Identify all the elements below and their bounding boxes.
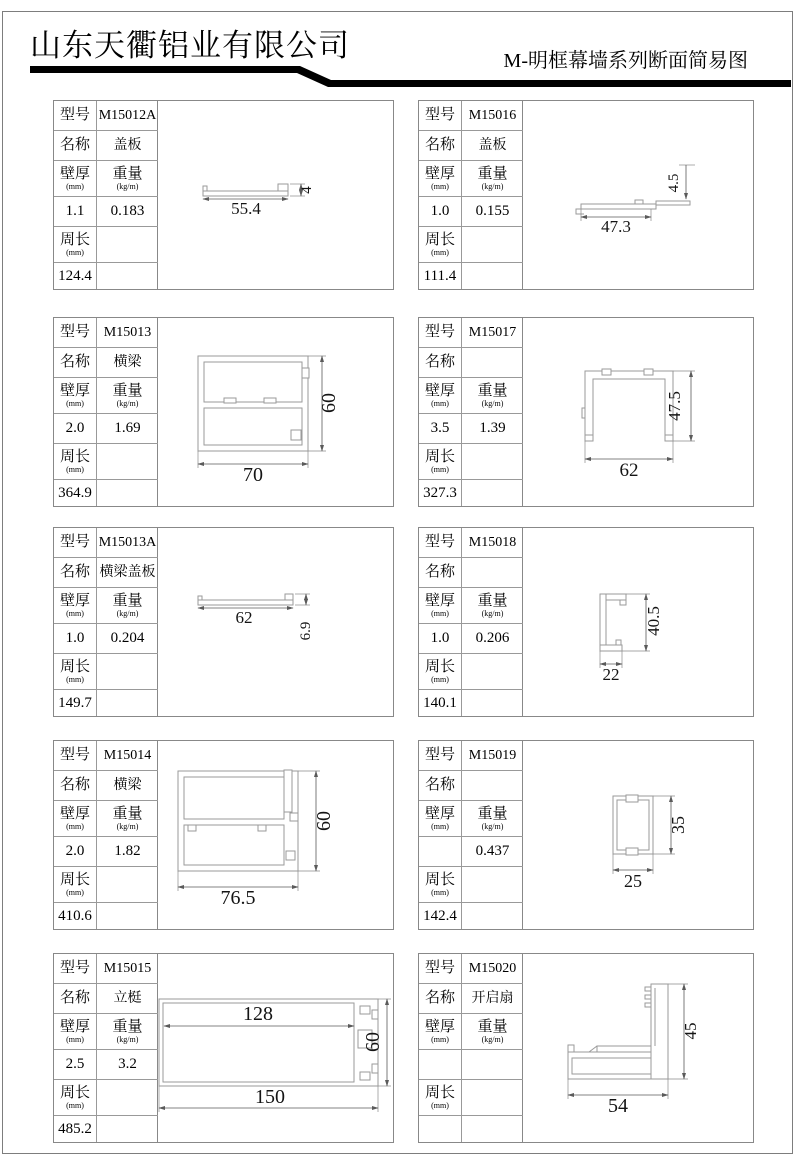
profile-card-m15017 bbox=[418, 317, 754, 507]
perimeter-label: 周长 (mm) bbox=[54, 227, 97, 263]
weight-label: 重量 (kg/m) bbox=[462, 588, 523, 624]
thickness-label: 壁厚 (mm) bbox=[54, 161, 97, 197]
dim-width-label: 70 bbox=[243, 464, 263, 486]
weight-label: 重量 (kg/m) bbox=[462, 1014, 523, 1050]
model-label: 型号 bbox=[54, 741, 97, 771]
thickness-label: 壁厚 (mm) bbox=[419, 378, 462, 414]
name-label: 名称 bbox=[54, 558, 97, 588]
model-value: M15014 bbox=[97, 741, 158, 771]
cross-section-drawing bbox=[158, 741, 393, 929]
name-label: 名称 bbox=[419, 131, 462, 161]
dim-width-label: 62 bbox=[619, 460, 639, 481]
weight-label: 重量 (kg/m) bbox=[462, 801, 523, 837]
empty-cell bbox=[462, 263, 523, 289]
empty-cell bbox=[462, 654, 523, 690]
perimeter-value: 327.3 bbox=[419, 480, 462, 506]
empty-cell bbox=[462, 1116, 523, 1142]
model-value: M15020 bbox=[462, 954, 523, 984]
weight-value: 3.2 bbox=[97, 1050, 158, 1080]
spec-table bbox=[419, 741, 523, 929]
perimeter-label: 周长 (mm) bbox=[419, 227, 462, 263]
dim-width-label: 25 bbox=[624, 871, 642, 891]
perimeter-label: 周长 (mm) bbox=[419, 654, 462, 690]
perimeter-value: 485.2 bbox=[54, 1116, 97, 1142]
perimeter-value: 140.1 bbox=[419, 690, 462, 716]
weight-value: 0.155 bbox=[462, 197, 523, 227]
weight-value: 1.69 bbox=[97, 414, 158, 444]
weight-label: 重量 (kg/m) bbox=[97, 1014, 158, 1050]
perimeter-value: 410.6 bbox=[54, 903, 97, 929]
empty-cell bbox=[462, 1080, 523, 1116]
empty-cell bbox=[97, 480, 158, 506]
name-label: 名称 bbox=[419, 558, 462, 588]
profile-card-m15015 bbox=[53, 953, 394, 1143]
thickness-value: 2.0 bbox=[54, 414, 97, 444]
weight-label: 重量 (kg/m) bbox=[462, 161, 523, 197]
thickness-value bbox=[419, 837, 462, 867]
weight-value: 1.39 bbox=[462, 414, 523, 444]
weight-label: 重量 (kg/m) bbox=[462, 378, 523, 414]
dim-height-label: 60 bbox=[318, 393, 340, 413]
empty-cell bbox=[462, 480, 523, 506]
dim-height-label: 60 bbox=[362, 1032, 384, 1052]
profile-card-m15018 bbox=[418, 527, 754, 717]
cross-section-drawing bbox=[158, 101, 393, 289]
empty-cell bbox=[462, 227, 523, 263]
empty-cell bbox=[97, 227, 158, 263]
spec-table bbox=[419, 954, 523, 1142]
spec-table bbox=[419, 318, 523, 506]
spec-table bbox=[54, 101, 158, 289]
perimeter-label: 周长 (mm) bbox=[419, 867, 462, 903]
weight-label: 重量 (kg/m) bbox=[97, 161, 158, 197]
thickness-label: 壁厚 (mm) bbox=[419, 801, 462, 837]
empty-cell bbox=[462, 444, 523, 480]
cross-section-drawing bbox=[158, 528, 393, 716]
dim-height-label: 47.5 bbox=[665, 391, 684, 421]
dim-height-label: 40.5 bbox=[644, 606, 663, 636]
name-label: 名称 bbox=[419, 984, 462, 1014]
dim-height-label: 4 bbox=[299, 186, 315, 194]
dim-inner-label: 128 bbox=[243, 1003, 273, 1025]
model-value: M15016 bbox=[462, 101, 523, 131]
company-title: 山东天衢铝业有限公司 bbox=[30, 28, 350, 63]
name-label: 名称 bbox=[419, 771, 462, 801]
model-label: 型号 bbox=[54, 101, 97, 131]
model-value: M15013A bbox=[97, 528, 158, 558]
weight-value: 1.82 bbox=[97, 837, 158, 867]
perimeter-label: 周长 (mm) bbox=[54, 654, 97, 690]
empty-cell bbox=[97, 1080, 158, 1116]
spec-table bbox=[54, 954, 158, 1142]
thickness-value: 2.0 bbox=[54, 837, 97, 867]
profile-card-m15013a bbox=[53, 527, 394, 717]
name-label: 名称 bbox=[54, 131, 97, 161]
weight-value bbox=[462, 1050, 523, 1080]
empty-cell bbox=[97, 1116, 158, 1142]
thickness-value: 1.1 bbox=[54, 197, 97, 227]
thickness-value: 1.0 bbox=[419, 624, 462, 654]
model-label: 型号 bbox=[54, 318, 97, 348]
series-subtitle: M-明框幕墙系列断面简易图 bbox=[503, 50, 748, 72]
thickness-value bbox=[419, 1050, 462, 1080]
empty-cell bbox=[97, 903, 158, 929]
cross-section-drawing bbox=[523, 101, 753, 289]
name-label: 名称 bbox=[54, 348, 97, 378]
thickness-label: 壁厚 (mm) bbox=[419, 1014, 462, 1050]
name-label: 名称 bbox=[54, 771, 97, 801]
thickness-value: 2.5 bbox=[54, 1050, 97, 1080]
name-label: 名称 bbox=[419, 348, 462, 378]
spec-table bbox=[54, 528, 158, 716]
name-label: 名称 bbox=[54, 984, 97, 1014]
dim-width-label: 55.4 bbox=[231, 199, 261, 218]
spec-table bbox=[419, 101, 523, 289]
weight-value: 0.206 bbox=[462, 624, 523, 654]
perimeter-value: 142.4 bbox=[419, 903, 462, 929]
model-value: M15017 bbox=[462, 318, 523, 348]
empty-cell bbox=[97, 263, 158, 289]
weight-label: 重量 (kg/m) bbox=[97, 588, 158, 624]
name-value bbox=[462, 558, 523, 588]
empty-cell bbox=[462, 867, 523, 903]
perimeter-label: 周长 (mm) bbox=[54, 1080, 97, 1116]
model-label: 型号 bbox=[419, 101, 462, 131]
name-value bbox=[462, 348, 523, 378]
weight-label: 重量 (kg/m) bbox=[97, 801, 158, 837]
name-value: 横梁 bbox=[97, 771, 158, 801]
weight-value: 0.204 bbox=[97, 624, 158, 654]
dim-height-label: 6.9 bbox=[298, 621, 314, 641]
profile-card-m15012a bbox=[53, 100, 394, 290]
perimeter-value: 364.9 bbox=[54, 480, 97, 506]
profile-card-m15014 bbox=[53, 740, 394, 930]
spec-table bbox=[419, 528, 523, 716]
model-label: 型号 bbox=[419, 741, 462, 771]
model-value: M15012A bbox=[97, 101, 158, 131]
weight-value: 0.437 bbox=[462, 837, 523, 867]
profile-card-m15019 bbox=[418, 740, 754, 930]
dim-width-label: 62 bbox=[235, 608, 253, 627]
thickness-value: 1.0 bbox=[54, 624, 97, 654]
cross-section-drawing bbox=[523, 528, 753, 716]
model-label: 型号 bbox=[419, 954, 462, 984]
empty-cell bbox=[97, 444, 158, 480]
cross-section-drawing bbox=[523, 318, 753, 506]
name-value: 横梁盖板 bbox=[97, 558, 158, 588]
dim-width-label: 47.3 bbox=[601, 217, 631, 236]
model-label: 型号 bbox=[419, 528, 462, 558]
dim-height-label: 45 bbox=[681, 1022, 700, 1040]
thickness-label: 壁厚 (mm) bbox=[54, 378, 97, 414]
thickness-label: 壁厚 (mm) bbox=[419, 588, 462, 624]
profile-card-m15013 bbox=[53, 317, 394, 507]
empty-cell bbox=[462, 903, 523, 929]
model-label: 型号 bbox=[54, 528, 97, 558]
model-label: 型号 bbox=[419, 318, 462, 348]
thickness-value: 3.5 bbox=[419, 414, 462, 444]
perimeter-label: 周长 (mm) bbox=[419, 1080, 462, 1116]
header-divider-bar bbox=[0, 0, 800, 100]
model-value: M15019 bbox=[462, 741, 523, 771]
dim-height-label: 4.5 bbox=[666, 173, 682, 193]
thickness-label: 壁厚 (mm) bbox=[54, 1014, 97, 1050]
empty-cell bbox=[97, 867, 158, 903]
dim-height-label: 35 bbox=[668, 816, 688, 834]
perimeter-value: 149.7 bbox=[54, 690, 97, 716]
perimeter-label: 周长 (mm) bbox=[54, 867, 97, 903]
profile-card-m15020 bbox=[418, 953, 754, 1143]
dim-width-label: 22 bbox=[602, 665, 620, 684]
profile-card-m15016 bbox=[418, 100, 754, 290]
empty-cell bbox=[462, 690, 523, 716]
name-value: 开启扇 bbox=[462, 984, 523, 1014]
thickness-label: 壁厚 (mm) bbox=[419, 161, 462, 197]
model-value: M15015 bbox=[97, 954, 158, 984]
weight-label: 重量 (kg/m) bbox=[97, 378, 158, 414]
model-value: M15018 bbox=[462, 528, 523, 558]
model-value: M15013 bbox=[97, 318, 158, 348]
dim-width-label: 150 bbox=[255, 1086, 285, 1108]
empty-cell bbox=[97, 690, 158, 716]
perimeter-label: 周长 (mm) bbox=[419, 444, 462, 480]
weight-value: 0.183 bbox=[97, 197, 158, 227]
cross-section-drawing bbox=[158, 318, 393, 506]
spec-table bbox=[54, 318, 158, 506]
thickness-value: 1.0 bbox=[419, 197, 462, 227]
perimeter-label: 周长 (mm) bbox=[54, 444, 97, 480]
empty-cell bbox=[97, 654, 158, 690]
model-label: 型号 bbox=[54, 954, 97, 984]
perimeter-value bbox=[419, 1116, 462, 1142]
name-value: 盖板 bbox=[97, 131, 158, 161]
dim-height-label: 60 bbox=[313, 811, 335, 831]
dim-width-label: 54 bbox=[608, 1095, 628, 1117]
cross-section-drawing bbox=[158, 954, 393, 1142]
thickness-label: 壁厚 (mm) bbox=[54, 801, 97, 837]
name-value bbox=[462, 771, 523, 801]
spec-table bbox=[54, 741, 158, 929]
cross-section-drawing bbox=[523, 741, 753, 929]
name-value: 横梁 bbox=[97, 348, 158, 378]
dim-width-label: 76.5 bbox=[220, 887, 256, 909]
name-value: 立梃 bbox=[97, 984, 158, 1014]
name-value: 盖板 bbox=[462, 131, 523, 161]
perimeter-value: 111.4 bbox=[419, 263, 462, 289]
cross-section-drawing bbox=[523, 954, 753, 1142]
perimeter-value: 124.4 bbox=[54, 263, 97, 289]
thickness-label: 壁厚 (mm) bbox=[54, 588, 97, 624]
